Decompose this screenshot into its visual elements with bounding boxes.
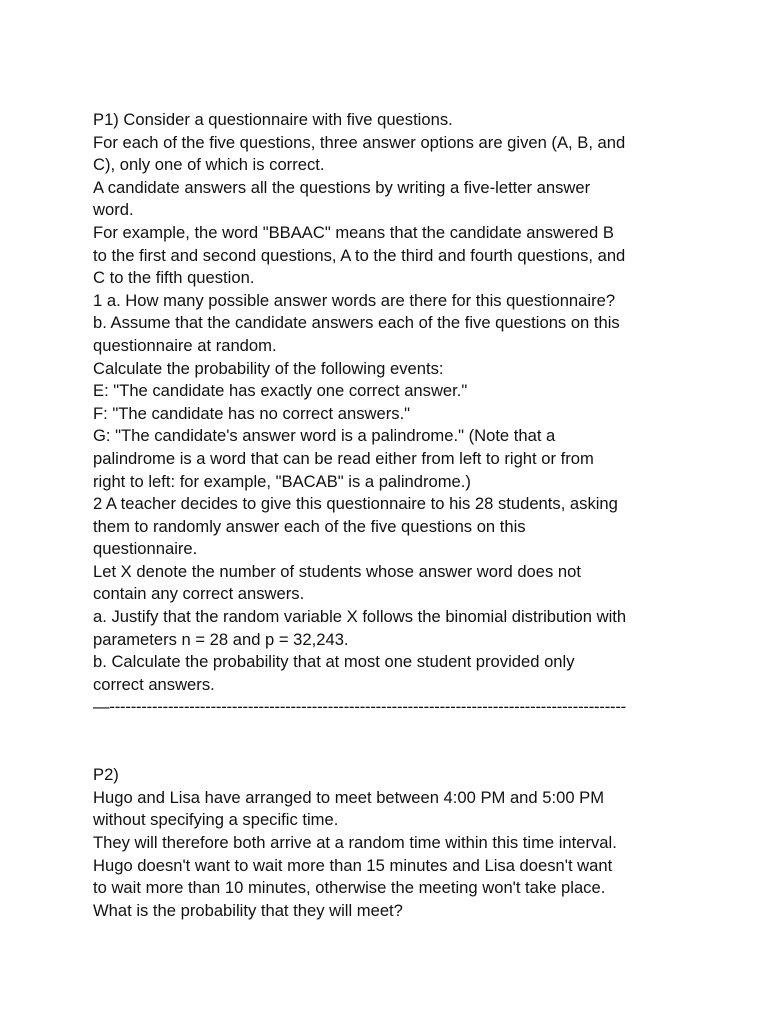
p1-line: them to randomly answer each of the five questions on this	[93, 516, 526, 536]
p2-line: to wait more than 10 minutes, otherwise the meeting won't take place.	[93, 878, 606, 898]
p1-line: parameters n = 28 and p = 32,243.	[93, 629, 349, 649]
p1-line: For each of the five questions, three answer options are given (A, B, and	[93, 132, 626, 152]
problem-p2	[93, 764, 683, 922]
problem-p1	[93, 109, 683, 719]
p1-line: b. Assume that the candidate answers each of the five questions on this	[93, 313, 620, 333]
p1-line: questionnaire at random.	[93, 335, 277, 355]
p1-line: C), only one of which is correct.	[93, 155, 325, 175]
p1-line: Calculate the probability of the following events:	[93, 358, 444, 378]
p2-line: Hugo and Lisa have arranged to meet between 4:00 PM and 5:00 PM	[93, 787, 605, 807]
p1-line: P1) Consider a questionnaire with five questions.	[93, 110, 453, 129]
p1-line: 2 A teacher decides to give this questionnaire to his 28 students, asking	[93, 494, 618, 514]
blank-gap	[93, 719, 683, 742]
p2-line: What is the probability that they will meet?	[93, 900, 403, 920]
p2-line: Hugo doesn't want to wait more than 15 minutes and Lisa doesn't want	[93, 855, 613, 875]
separator-line: —-------------------------------------------------------------------------------------------------	[93, 697, 627, 717]
blank-gap	[93, 742, 683, 765]
p1-line: For example, the word "BBAAC" means that the candidate answered B	[93, 222, 614, 242]
p1-line: to the first and second questions, A to the third and fourth questions, and	[93, 245, 626, 265]
p1-line: correct answers.	[93, 674, 215, 694]
p1-line: b. Calculate the probability that at most one student provided only	[93, 652, 575, 672]
p1-line: C to the fifth question.	[93, 268, 255, 288]
p1-line: contain any correct answers.	[93, 584, 305, 604]
p2-line: P2)	[93, 765, 119, 785]
p1-line: E: "The candidate has exactly one correct answer."	[93, 381, 468, 401]
p1-line: right to left: for example, "BACAB" is a palindrome.)	[93, 471, 471, 491]
p1-line: a. Justify that the random variable X follows the binomial distribution with	[93, 607, 627, 627]
p1-line: word.	[93, 200, 134, 220]
document-page	[93, 109, 683, 922]
p2-line: without specifying a specific time.	[93, 810, 339, 830]
p1-line: A candidate answers all the questions by writing a five-letter answer	[93, 177, 591, 197]
p1-line: Let X denote the number of students whose answer word does not	[93, 561, 581, 581]
p1-line: G: "The candidate's answer word is a palindrome." (Note that a	[93, 426, 556, 446]
p1-line: F: "The candidate has no correct answers."	[93, 403, 411, 423]
p1-line: questionnaire.	[93, 539, 198, 559]
p1-line: 1 a. How many possible answer words are there for this questionnaire?	[93, 290, 616, 310]
p1-line: palindrome is a word that can be read either from left to right or from	[93, 448, 594, 468]
p2-line: They will therefore both arrive at a random time within this time interval.	[93, 833, 617, 852]
